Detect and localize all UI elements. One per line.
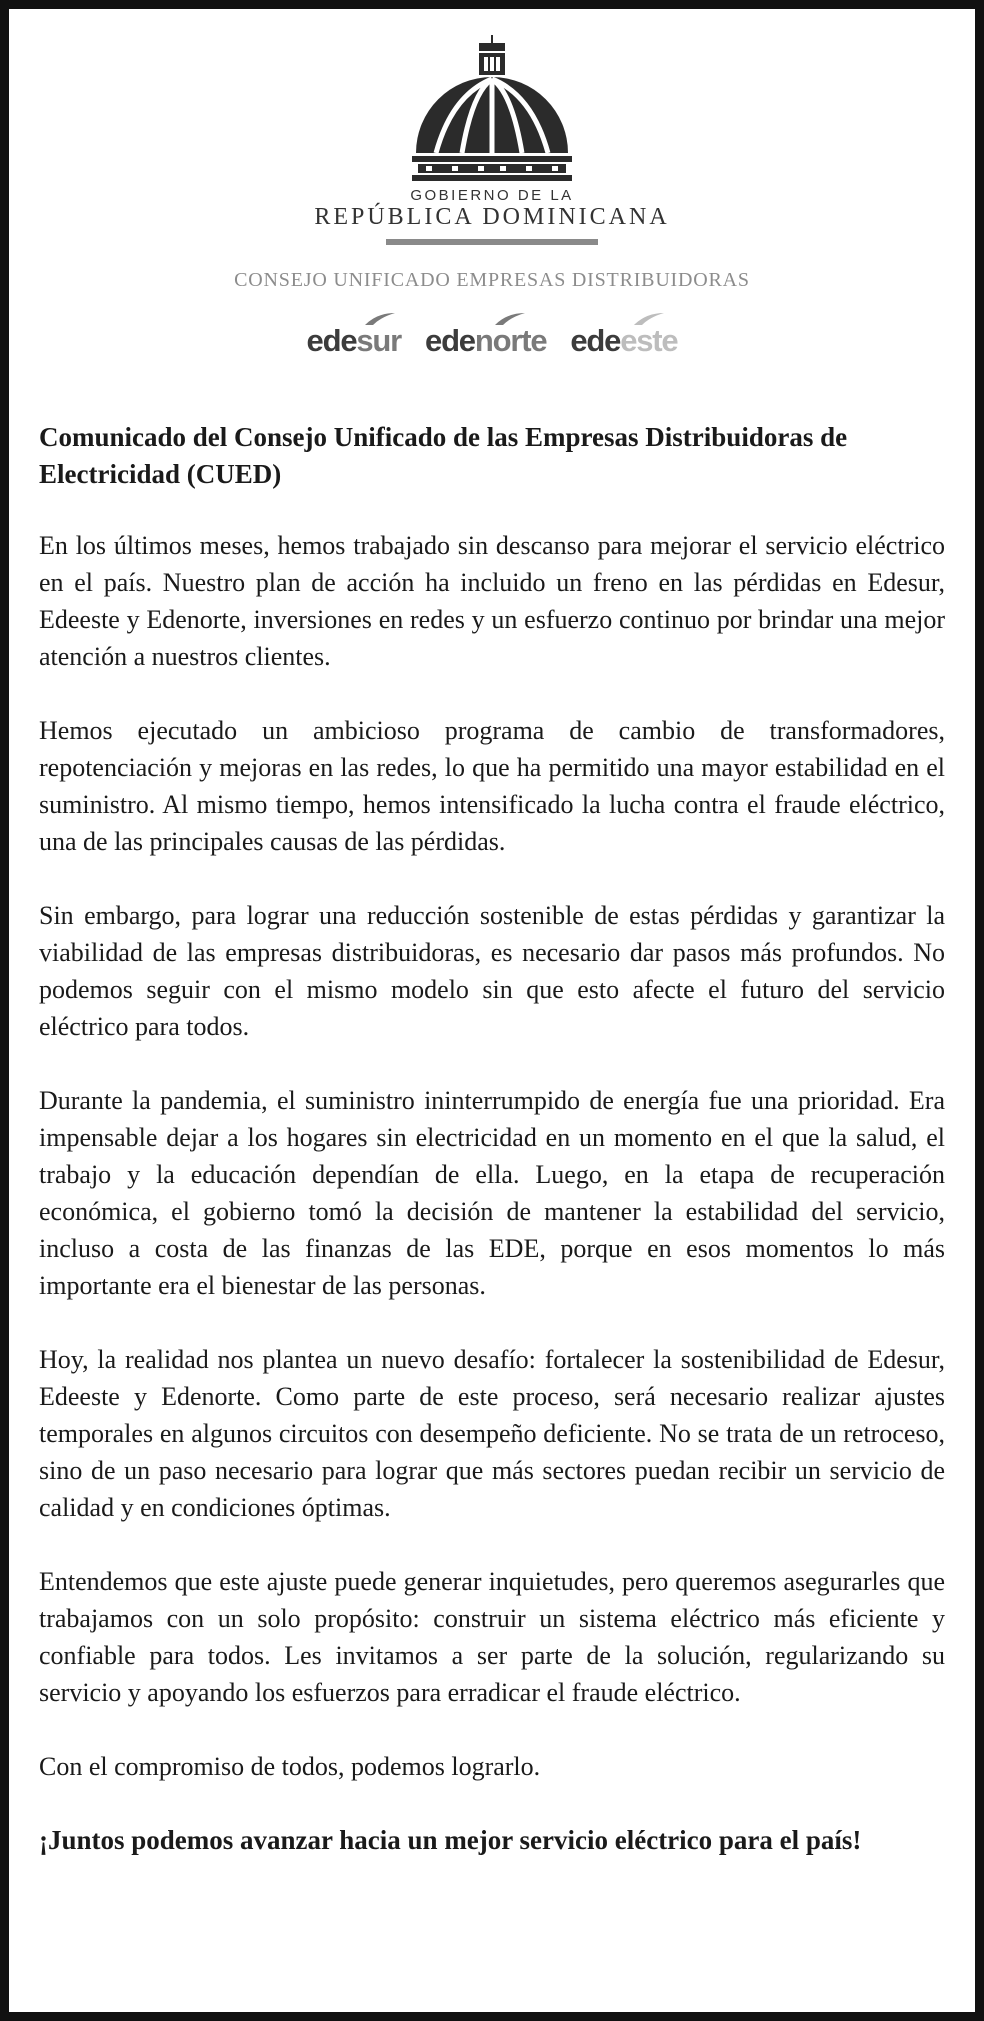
header-divider (386, 239, 598, 245)
edenorte-logo-part1: ede (425, 323, 475, 358)
header (9, 33, 975, 356)
announcement-title: Comunicado del Consejo Unificado de las Empresas Distribuidoras de Electricidad (CUED) (39, 422, 848, 489)
paragraph: Entendemos que este ajuste puede generar inquietudes, pero queremos asegurarles que trabajamos con un solo propósito: construir un sistema eléctrico más eficiente y confiable para todos. Les invitamos a ser parte de la solución, regularizando su servicio y apoyando los esfuerzos para erradicar el fraude eléctrico. (39, 1567, 945, 1707)
paragraph: Hemos ejecutado un ambicioso programa de cambio de transformadores, repotenciación y mejoras en las redes, lo que ha permitido una mayor estabilidad en el suministro. Al mismo tiempo, hemos intensificado la lucha contra el fraude eléctrico, una de las principales causas de las pérdidas. (39, 716, 945, 856)
closing-statement: ¡Juntos podemos avanzar hacia un mejor servicio eléctrico para el país! (39, 1825, 862, 1855)
edesur-logo-part2: sur (356, 323, 402, 358)
edesur-logo-part1: ede (306, 323, 357, 358)
swoosh-icon (632, 311, 666, 327)
swoosh-icon (363, 311, 397, 327)
swoosh-icon (493, 311, 527, 327)
edesur-logo (307, 325, 401, 356)
edeeste-logo (570, 325, 677, 356)
edeeste-logo-part1: ede (570, 323, 621, 358)
council-name: CONSEJO UNIFICADO EMPRESAS DISTRIBUIDORAS (234, 269, 750, 291)
announcement-body (39, 419, 945, 1859)
edeeste-logo-part2: este (620, 323, 678, 358)
paragraph: En los últimos meses, hemos trabajado sin descanso para mejorar el servicio eléctrico en el país. Nuestro plan de acción ha incluido un freno en las pérdidas en Edesur, Edeeste y Edenorte, inversiones en redes y un esfuerzo continuo por brindar una mejor atención a nuestros clientes. (39, 531, 945, 671)
paragraph: Durante la pandemia, el suministro ininterrumpido de energía fue una prioridad. Era impensable dejar a los hogares sin electricidad en un momento en el que la salud, el trabajo y la educación dependían de ella. Luego, en la etapa de recuperación económica, el gobierno tomó la decisión de mantener la estabilidad del servicio, incluso a costa de las finanzas de las EDE, porque en esos momentos lo más importante era el bienestar de las personas. (39, 1086, 945, 1300)
paragraph: Hoy, la realidad nos plantea un nuevo desafío: fortalecer la sostenibilidad de Edesur, Edeeste y Edenorte. Como parte de este proceso, será necesario realizar ajustes temporales en algunos circuitos con desempeño deficiente. No se trata de un retroceso, sino de un paso necesario para lograr que más sectores puedan recibir un servicio de calidad y en condiciones óptimas. (39, 1345, 945, 1522)
government-line-large: REPÚBLICA DOMINICANA (314, 204, 670, 230)
distributor-logos (9, 310, 975, 356)
edenorte-logo (425, 325, 546, 356)
government-line-small: GOBIERNO DE LA (410, 187, 574, 204)
paragraph: Sin embargo, para lograr una reducción sostenible de estas pérdidas y garantizar la viabilidad de las empresas distribuidoras, es necesario dar pasos más profundos. No podemos seguir con el mismo modelo sin que esto afecte el futuro del servicio eléctrico para todos. (39, 901, 945, 1041)
edenorte-logo-part2: norte (474, 323, 547, 358)
government-dome-logo-icon (412, 33, 572, 183)
paragraph: Con el compromiso de todos, podemos lograrlo. (39, 1752, 541, 1781)
